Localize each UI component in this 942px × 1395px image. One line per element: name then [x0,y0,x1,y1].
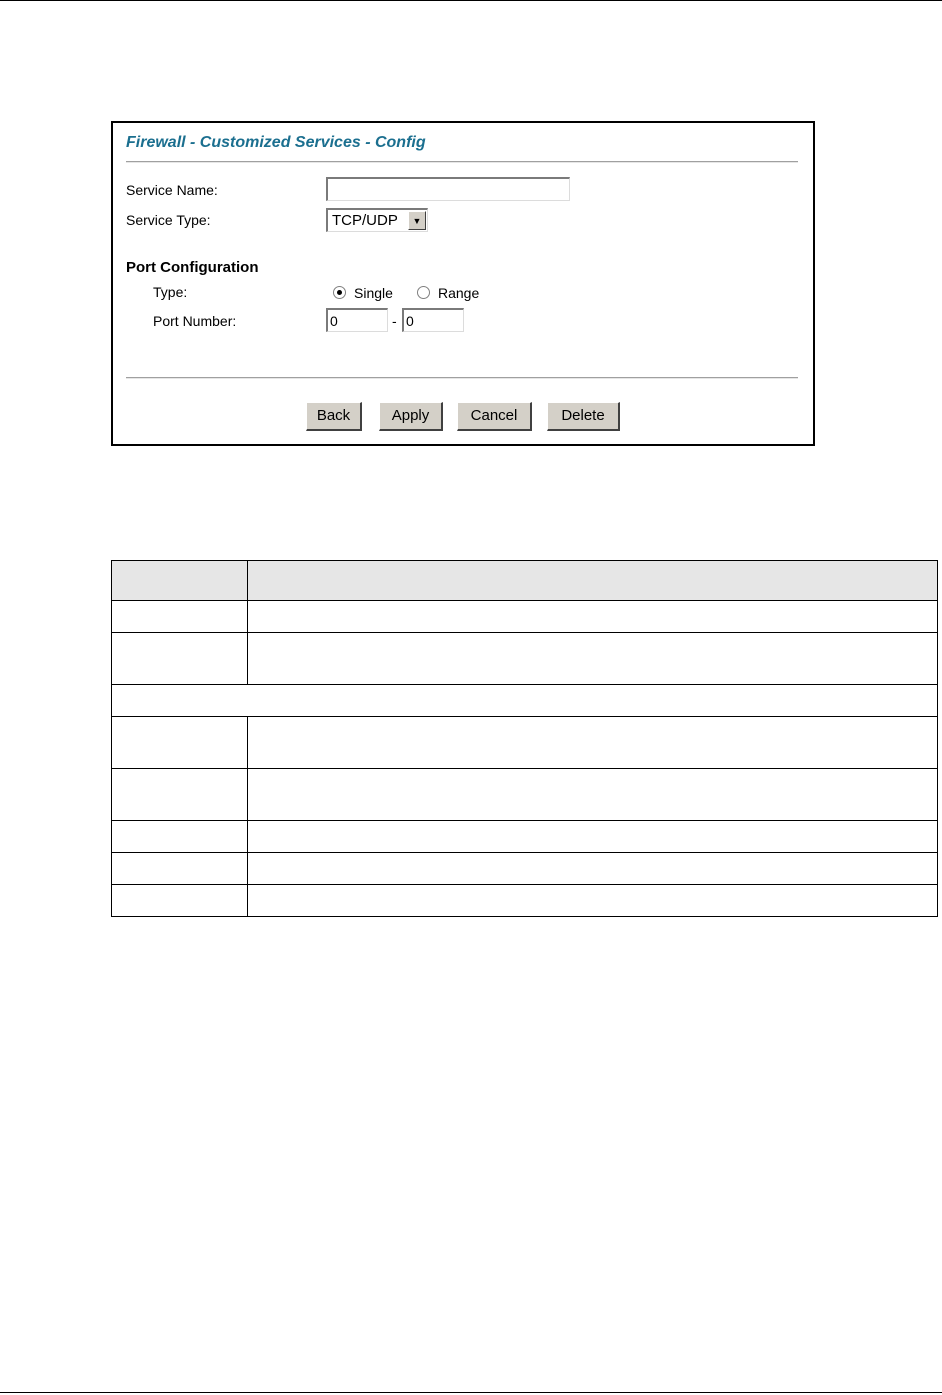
table-cell-description [248,717,938,769]
service-type-label: Service Type: [126,212,211,228]
back-button[interactable]: Back [306,402,362,431]
field-description-table [111,560,938,917]
apply-button[interactable]: Apply [379,402,443,431]
type-range-label[interactable]: Range [438,285,480,301]
table-cell-description [248,633,938,685]
table-section-cell [112,685,938,717]
type-single-label[interactable]: Single [354,285,393,301]
port-start-input[interactable] [326,308,388,332]
page-top-rule [0,0,942,1]
table-cell-label [112,601,248,633]
table-row [112,769,938,821]
delete-button[interactable]: Delete [547,402,620,431]
table-cell-description [248,853,938,885]
service-name-label: Service Name: [126,182,218,198]
port-configuration-heading: Port Configuration [126,259,259,276]
service-type-selected-value: TCP/UDP [332,212,398,229]
table-cell-label [112,717,248,769]
customized-services-config-panel [111,121,815,446]
table-header-description [248,561,938,601]
table-header-row [112,561,938,601]
table-cell-label [112,853,248,885]
type-label: Type: [153,284,188,300]
page-bottom-rule [0,1392,942,1393]
service-type-select[interactable] [326,208,428,232]
table-row [112,717,938,769]
type-single-radio[interactable] [333,286,346,299]
table-section-row [112,685,938,717]
table-cell-label [112,633,248,685]
service-name-input[interactable] [326,177,570,201]
type-range-radio[interactable] [417,286,430,299]
table-row [112,885,938,917]
port-range-separator: - [392,313,397,329]
table-row [112,601,938,633]
panel-title: Firewall - Customized Services - Config [126,134,426,151]
cancel-button[interactable]: Cancel [457,402,532,431]
table-row [112,853,938,885]
table-cell-label [112,769,248,821]
chevron-down-icon[interactable]: ▼ [408,211,426,230]
table-cell-description [248,821,938,853]
table-cell-label [112,885,248,917]
table-cell-description [248,769,938,821]
table-cell-description [248,601,938,633]
title-divider [126,161,798,163]
buttons-divider [126,377,798,379]
port-end-input[interactable] [402,308,464,332]
table-header-label [112,561,248,601]
table-row [112,633,938,685]
port-number-label: Port Number: [153,313,237,329]
table-row [112,821,938,853]
table-cell-description [248,885,938,917]
table-cell-label [112,821,248,853]
